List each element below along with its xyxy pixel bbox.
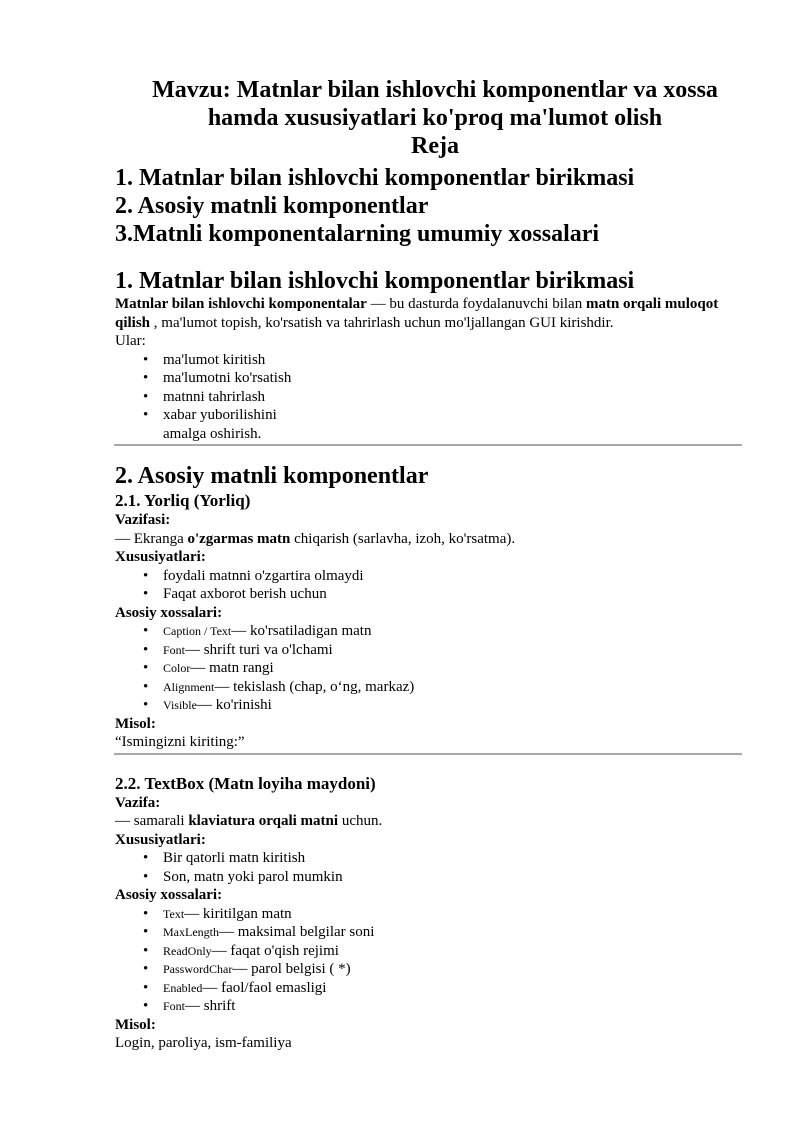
property-item (163, 997, 725, 1016)
property-desc: — maksimal belgilar soni (219, 924, 375, 940)
property-name: PasswordChar (163, 962, 233, 976)
textbox-features-list (115, 849, 725, 886)
textbox-properties-list (115, 905, 725, 1016)
intro-bold-phrase: matn orqali muloqot qilish (115, 296, 719, 331)
property-item (163, 905, 725, 924)
section-2-heading: 2. Asosiy matnli komponentlar (115, 463, 429, 489)
list-item-continuation: amalga oshirish. (163, 425, 262, 442)
property-item (163, 960, 725, 979)
property-desc: — ko'rinishi (196, 697, 272, 713)
list-item (163, 406, 725, 443)
property-desc: — kiritilgan matn (184, 905, 292, 922)
xususiyatlari-label: Xususiyatlari: (115, 549, 206, 565)
section-1-list (115, 351, 725, 444)
property-desc: — matn rangi (190, 660, 274, 676)
property-name: Caption / Text (163, 624, 232, 638)
title-line-1: Mavzu: Matnlar bilan ishlovchi komponentlar va xossa (152, 77, 718, 103)
intro-bold-term: Matnlar bilan ishlovchi komponentalar (115, 296, 367, 312)
vazifa-text (115, 812, 725, 831)
misol-label: Misol: (115, 1016, 156, 1033)
xususiyatlari-label: Xususiyatlari: (115, 831, 206, 848)
subsection-textbox-heading: 2.2. TextBox (Matn loyiha maydoni) (115, 773, 376, 793)
vazifa-pre: — samarali (115, 813, 189, 829)
ular-label: Ular: (115, 333, 146, 349)
property-name: Enabled (163, 980, 203, 995)
properties-label: Asosiy xossalari: (115, 887, 223, 903)
property-item (163, 696, 725, 715)
vazifa-post: uchun. (338, 813, 383, 829)
vazifa-post: chiqarish (sarlavha, izoh, ko'rsatma). (290, 530, 516, 547)
property-desc: — shrift turi va o'lchami (185, 641, 333, 658)
vazifa-bold: klaviatura orqali matni (188, 813, 339, 829)
horizontal-divider (114, 753, 742, 755)
label-features-list (115, 567, 725, 604)
misol-text: Login, paroliya, ism-familiya (115, 1035, 292, 1051)
plan-heading: Reja (411, 133, 459, 159)
plan-item-3: 3.Matnli komponentalarning umumiy xossalari (115, 221, 600, 247)
property-item (163, 979, 725, 998)
property-item (163, 923, 725, 942)
list-item: • matnni tahrirlash (163, 388, 725, 407)
plan-item-2: 2. Asosiy matnli komponentlar (115, 193, 429, 219)
vazifa-text (115, 530, 725, 549)
subsection-label-heading: 2.1. Yorliq (Yorliq) (115, 491, 251, 510)
property-name: Alignment (163, 679, 215, 694)
property-name: Font (163, 999, 186, 1013)
property-item (163, 641, 725, 660)
document-content (115, 76, 725, 1053)
property-name: MaxLength (163, 925, 219, 939)
property-name: Visible (163, 698, 197, 712)
property-desc: — ko'rsatiladigan matn (231, 623, 372, 639)
plan-item-1: 1. Matnlar bilan ishlovchi komponentlar birikmasi (115, 165, 635, 191)
vazifa-label: Vazifa: (115, 794, 161, 811)
plan-list (115, 164, 725, 248)
horizontal-divider (114, 444, 742, 446)
property-item (163, 659, 725, 678)
list-item: • Son, matn yoki parol mumkin (163, 868, 725, 887)
list-item: • Faqat axborot berish uchun (163, 585, 725, 604)
intro-text-end: , ma'lumot topish, ko'rsatish va tahrirlash uchun mo'ljallangan GUI kirishdir. (150, 314, 614, 331)
section-1-intro (115, 295, 725, 332)
intro-text: — bu dasturda foydalanuvchi bilan (366, 296, 586, 312)
vazifa-pre: — Ekranga (115, 530, 188, 547)
list-item: • foydali matnni o'zgartira olmaydi (163, 567, 725, 586)
properties-label: Asosiy xossalari: (115, 604, 223, 621)
label-properties-list (115, 622, 725, 715)
list-item-text: xabar yuborilishini (163, 407, 277, 423)
section-1-heading: 1. Matnlar bilan ishlovchi komponentlar birikmasi (115, 268, 635, 294)
property-item (163, 622, 725, 641)
property-name: ReadOnly (163, 943, 212, 958)
list-item: • ma'lumotni ko'rsatish (163, 369, 725, 388)
property-desc: — tekislash (chap, o‘ng, markaz) (214, 678, 415, 695)
title-line-2: hamda xususiyatlari ko'proq ma'lumot olish (207, 105, 663, 131)
vazifa-bold: o'zgarmas matn (187, 530, 291, 547)
list-item: • ma'lumot kiritish (163, 351, 725, 370)
misol-text: “Ismingizni kiriting:” (115, 734, 245, 750)
misol-label: Misol: (115, 715, 156, 732)
property-name: Font (163, 642, 186, 657)
list-item: • Bir qatorli matn kiritish (163, 849, 725, 868)
property-desc: — shrift (185, 998, 236, 1014)
vazifa-label: Vazifasi: (115, 512, 171, 528)
document-title (115, 76, 725, 132)
property-desc: — faqat o'qish rejimi (211, 942, 339, 959)
property-item (163, 942, 725, 961)
property-name: Text (163, 906, 185, 921)
property-item (163, 678, 725, 697)
property-name: Color (163, 661, 191, 675)
property-desc: — parol belgisi ( *) (232, 961, 351, 977)
property-desc: — faol/faol emasligi (202, 979, 327, 996)
